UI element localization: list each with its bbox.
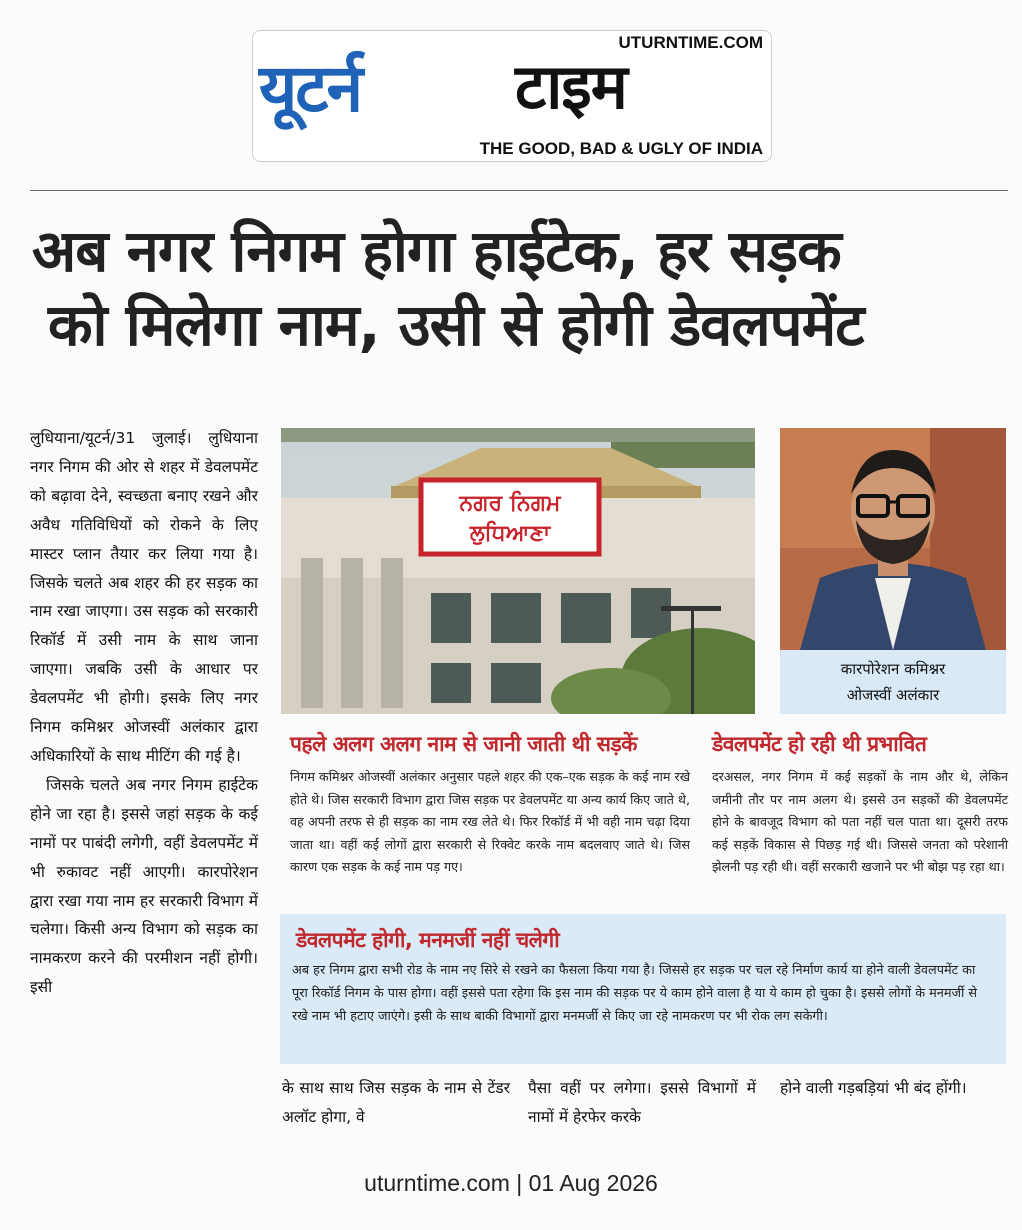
building-photo [281, 428, 755, 714]
bottom-column-1: के साथ साथ जिस सड़क के नाम से टेंडर अलॉट होगा, वे [282, 1079, 510, 1126]
left-column [30, 424, 258, 1002]
caption-line-2: ओजस्वीं अलंकार [846, 686, 940, 704]
divider [30, 190, 1008, 191]
section-2-body: दरअसल, नगर निगम में कई सड़कों के नाम और थे, लेकिन जमीनी तौर पर नाम अलग थे। इससे उन सड़कों की डेवलपमेंट होने के बावजूद विभाग को पता नहीं चल पाता था। दूसरी तरफ कई सड़कें विकास से पिछड़ गई थी। जिससे जनता को परेशानी झेलनी पड़ रही थी। वहीं सरकारी खजाने पर भी बोझ पड़ रहा था। [712, 769, 1008, 875]
highlight-box [280, 914, 1006, 1064]
masthead-tagline: THE GOOD, BAD & UGLY OF INDIA [479, 139, 763, 158]
masthead [252, 30, 772, 162]
bottom-column-3: होने वाली गड़बड़ियां भी बंद होंगी। [780, 1079, 967, 1097]
box-body: अब हर निगम द्वारा सभी रोड के नाम नए सिरे से रखने का फैसला किया गया है। जिससे हर सड़क पर चल रहे निर्माण कार्य या होने वाली डेवलपमेंट का पूरा रिकॉर्ड निगम के पास होगा। वहीं इससे पता रहेगा कि इस नाम की सड़क पर ये काम होने वाला है या ये काम हो चुका है। इससे लोगों के मनमर्जी से रखे नाम भी हटाए जाएंगे। इसी के साथ बाकी विभागों द्वारा मनमर्जी से किए जा रहे नामकरण पर भी रोक लग सकेगी। [292, 963, 978, 1024]
masthead-hindi-logo-2: टाइम [515, 50, 627, 123]
section-1-body: निगम कमिश्नर ओजस्वीं अलंकार अनुसार पहले शहर की एक–एक सड़क के कई नाम रखे होते थे। जिस सरकारी विभाग द्वारा जिस सड़क पर डेवलपमेंट या अन्य कार्य किए जाते थे, वह अपनी तरफ से ही सड़क का नाम रख लेते थे। फिर रिकॉर्ड में भी वही नाम चढ़ा दिया जाता था। वहीं कई लोगों द्वारा सरकारी से रिक्वेट करके नाम बदलवाए जाते थे। जिस कारण एक सड़क के कई नाम पड़ गए। [290, 769, 690, 875]
section-1-title: पहले अलग अलग नाम से जानी जाती थी सड़कें [290, 732, 637, 756]
photo-caption [780, 650, 1006, 714]
headline-line-1: अब नगर निगम होगा हाईटेक, हर सड़क [32, 217, 841, 285]
left-para-1: लुधियाना/यूटर्न/31 जुलाई। लुधियाना नगर निगम की ओर से शहर में डेवलपमेंट को बढ़ावा देने, स्वच्छता बनाए रखने और अवैध गतिविधियों को रोकने के लिए मास्टर प्लान तैयार कर लिया गया है। जिसके चलते अब शहर की हर सड़क का नाम रखा जाएगा। उस सड़क को सरकारी रिकॉर्ड में उसी नाम के साथ जाना जाएगा। जबकि उसी के आधार पर डेवलपमेंट भी होगी। इसके लिए नगर निगम कमिश्नर ओजस्वीं अलंकार द्वारा अधिकारियों के साथ मीटिंग की गई है। [30, 429, 258, 765]
masthead-hindi-logo: यूटर्न [259, 50, 362, 127]
bottom-column-2: पैसा वहीं पर लगेगा। इससे विभागों में नामों में हेरफेर करके [528, 1079, 756, 1126]
footer: uturntime.com | 01 Aug 2026 [364, 1170, 658, 1196]
left-para-2: जिसके चलते अब नगर निगम हाईटेक होने जा रहा है। इससे जहां सड़क के कई नामों पर पाबंदी लगेगी, वहीं डेवलपमेंट में भी रुकावट नहीं आएगी। कारपोरेशन द्वारा रखा गया नाम हर सरकारी विभाग में चलेगा। किसी अन्य विभाग को सड़क का नामकरण करने की परमीशन नहीं होगी। इसी [30, 775, 258, 997]
headline [24, 214, 1014, 362]
box-title: डेवलपमेंट होगी, मनमर्जी नहीं चलेगी [296, 928, 560, 952]
commissioner-photo [780, 428, 1006, 650]
masthead-url: UTURNTIME.COM [618, 33, 763, 52]
section-2-title: डेवलपमेंट हो रही थी प्रभावित [712, 732, 927, 756]
caption-line-1: कारपोरेशन कमिश्नर [840, 660, 946, 678]
sign-text-2: ਲੁਧਿਆਣਾ [469, 521, 551, 546]
sign-text-1: ਨਗਰ ਨਿਗਮ [459, 491, 561, 516]
headline-line-2: को मिलेगा नाम, उसी से होगी डेवलपमेंट [48, 291, 864, 359]
